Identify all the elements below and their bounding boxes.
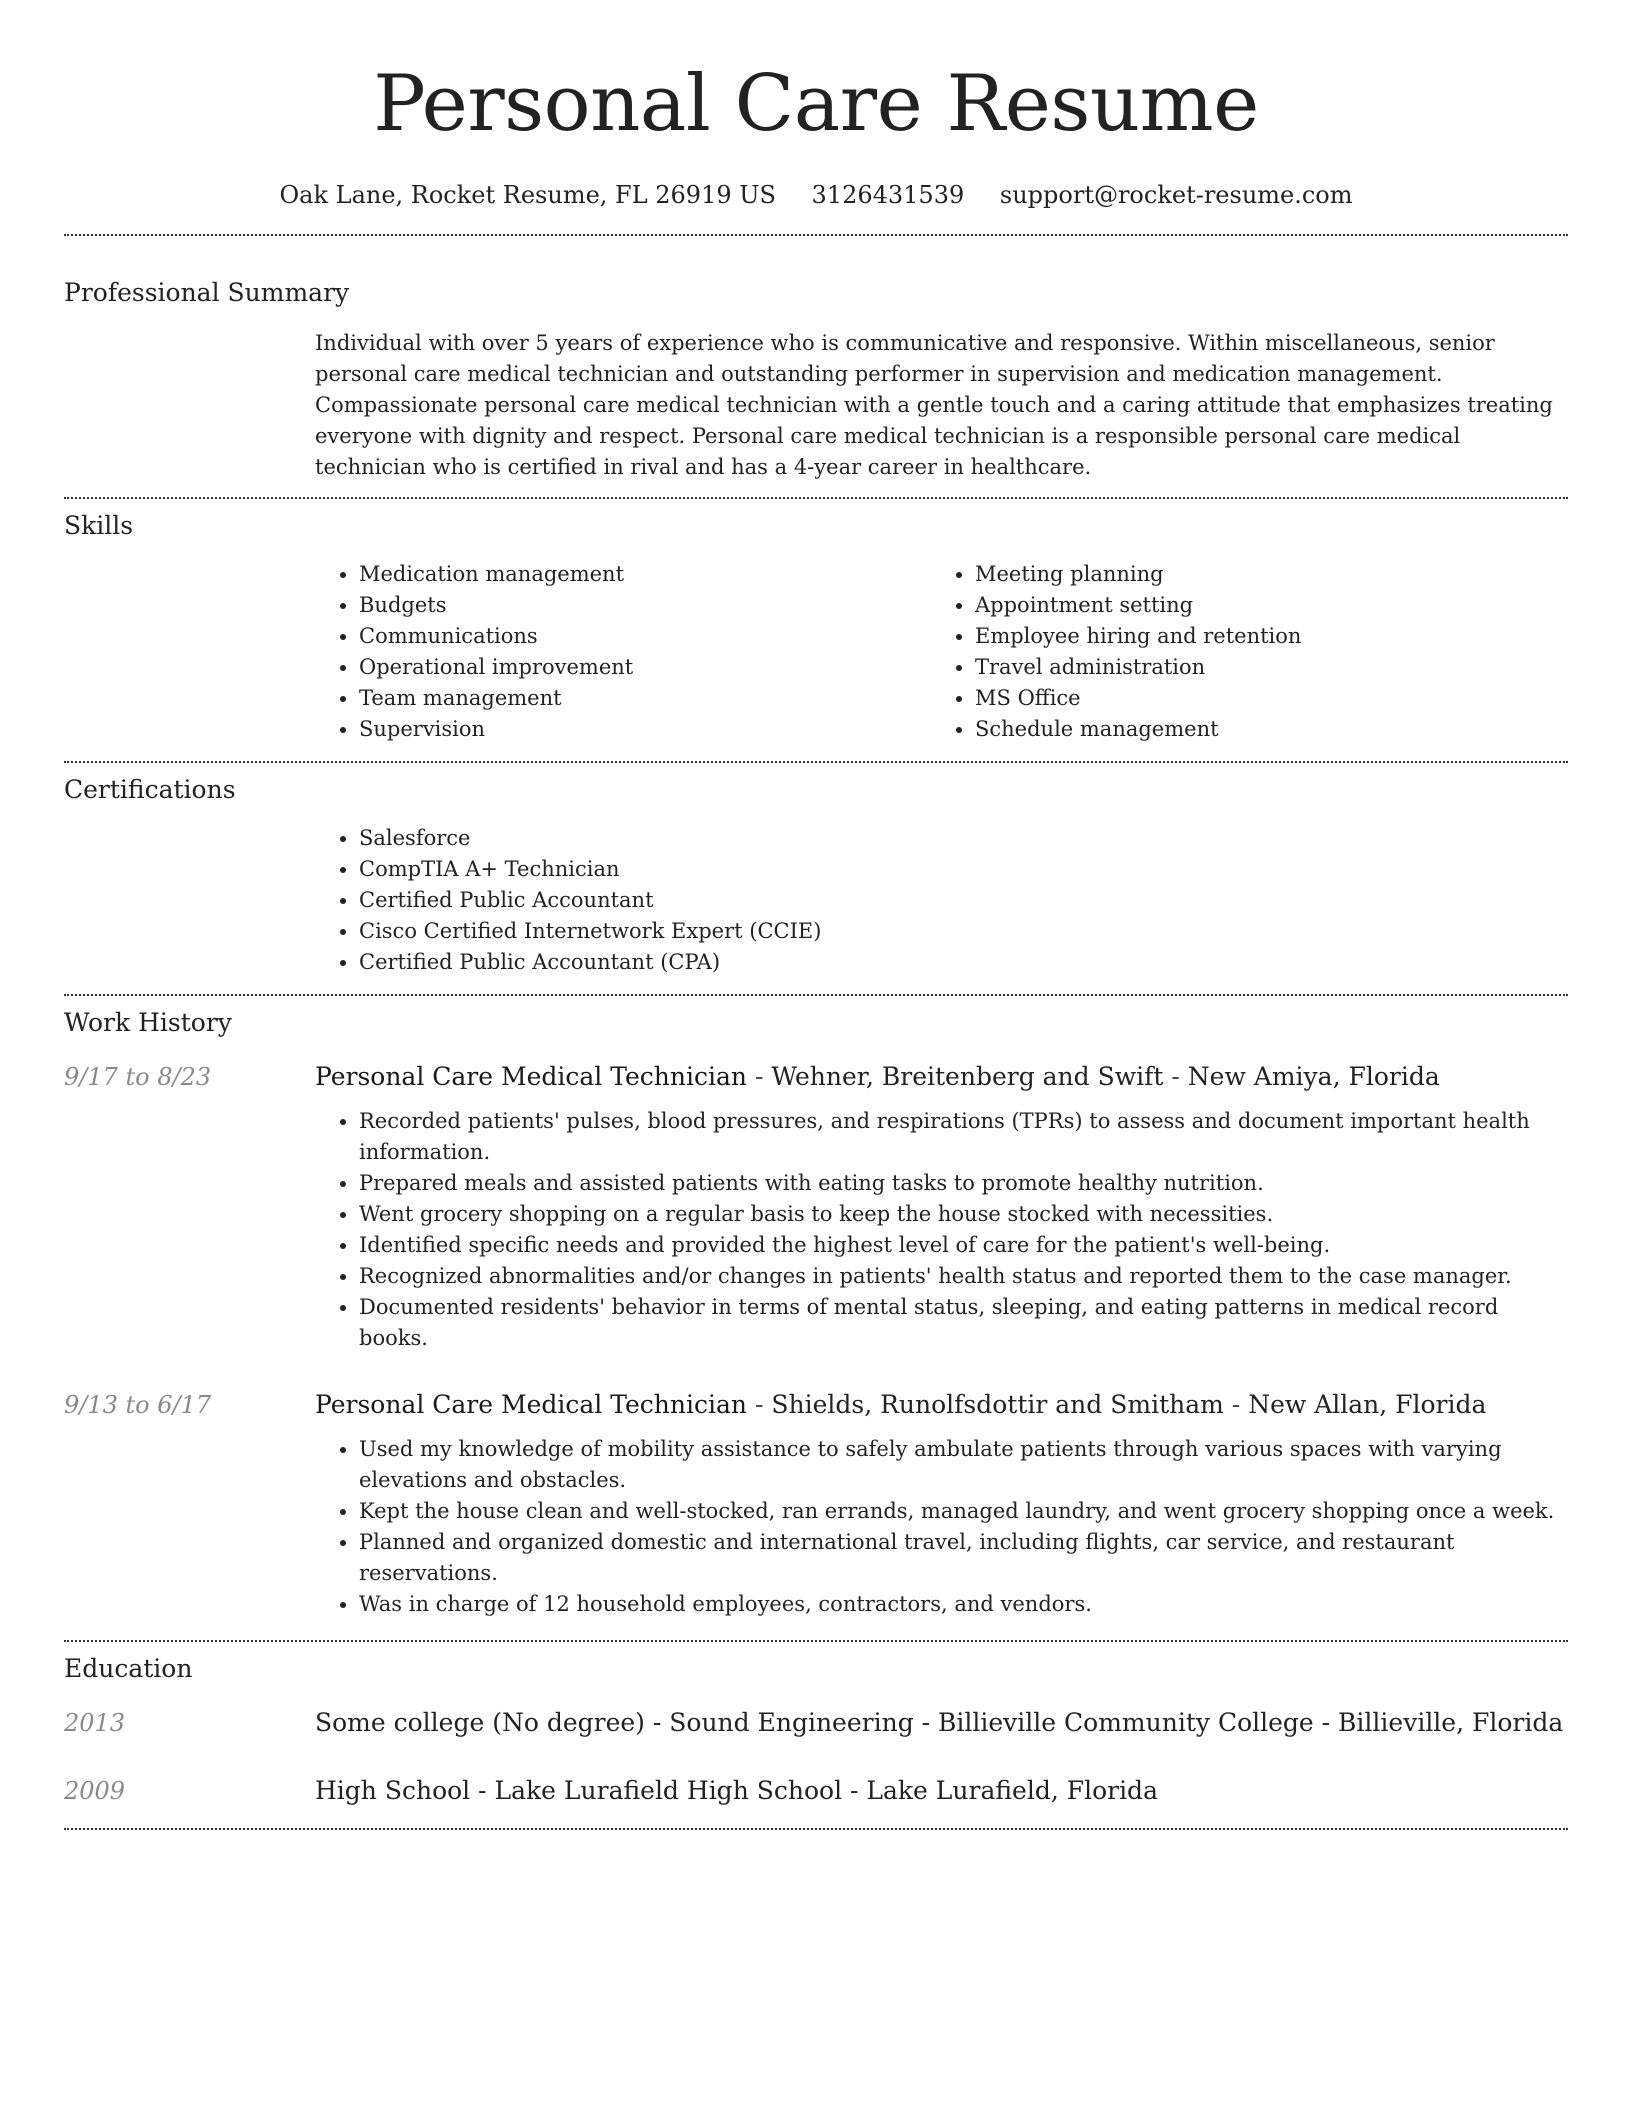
- list-item: • Travel administration: [975, 652, 1547, 683]
- job-heading: Personal Care Medical Technician - Shields, Runolfsdottir and Smitham - New Allan, Florida: [315, 1390, 1487, 1419]
- list-item: • Kept the house clean and well-stocked, ran errands, managed laundry, and went grocery shopping once a week.: [359, 1496, 1568, 1527]
- list-item: • Medication management: [359, 559, 931, 590]
- list-item: • Employee hiring and retention: [975, 621, 1547, 652]
- contact-line: [64, 178, 1568, 212]
- list-item: • Appointment setting: [975, 590, 1547, 621]
- education-entry: [64, 1774, 1568, 1808]
- section-heading-skills: Skills: [64, 511, 134, 540]
- job-bullets: [315, 1434, 1568, 1620]
- education-year: 2013: [64, 1709, 126, 1737]
- job-dates: 9/13 to 6/17: [64, 1391, 212, 1419]
- skills-section: [64, 509, 1568, 745]
- job-location: New Allan, Florida: [1248, 1390, 1487, 1419]
- section-heading-summary: Professional Summary: [64, 278, 350, 307]
- list-item: • Schedule management: [975, 714, 1547, 745]
- list-item: • Supervision: [359, 714, 931, 745]
- job-title: Personal Care Medical Technician: [315, 1390, 747, 1419]
- divider: [64, 497, 1568, 499]
- list-item: • Went grocery shopping on a regular basis to keep the house stocked with necessities.: [359, 1199, 1568, 1230]
- job-company: Shields, Runolfsdottir and Smitham: [771, 1390, 1224, 1419]
- education-entry: [64, 1706, 1568, 1740]
- list-item: • Documented residents' behavior in terms of mental status, sleeping, and eating patterns in medical record books.: [359, 1292, 1568, 1354]
- list-item: • Budgets: [359, 590, 931, 621]
- divider: [64, 1640, 1568, 1642]
- list-item: • Prepared meals and assisted patients with eating tasks to promote healthy nutrition.: [359, 1168, 1568, 1199]
- list-item: • Recorded patients' pulses, blood pressures, and respirations (TPRs) to assess and document important health information.: [359, 1106, 1568, 1168]
- list-item: • Communications: [359, 621, 931, 652]
- list-item: • MS Office: [975, 683, 1547, 714]
- contact-phone: 3126431539: [811, 181, 965, 209]
- summary-text: Individual with over 5 years of experience who is communicative and responsive. Within miscellaneous, senior personal care medical technician and outstanding performer in supervision and medication management. Compassionate personal care medical technician with a gentle touch and a caring attitude that emphasizes treating everyone with dignity and respect. Personal care medical technician is a responsible personal care medical technician who is certified in rival and has a 4-year career in healthcare.: [315, 331, 1553, 479]
- contact-email: support@rocket-resume.com: [999, 181, 1353, 209]
- list-item: • Recognized abnormalities and/or changes in patients' health status and reported them to the case manager.: [359, 1261, 1568, 1292]
- work-history-section: [64, 1006, 1568, 1620]
- certifications-section: [64, 773, 1568, 978]
- job-heading: Personal Care Medical Technician - Wehner, Breitenberg and Swift - New Amiya, Florida: [315, 1062, 1440, 1091]
- list-item: • Cisco Certified Internetwork Expert (CCIE): [359, 916, 1568, 947]
- job-entry: [64, 1388, 1568, 1620]
- education-year: 2009: [64, 1777, 126, 1805]
- skills-list-right: [931, 559, 1547, 745]
- section-heading-work-history: Work History: [64, 1008, 232, 1037]
- list-item: • Operational improvement: [359, 652, 931, 683]
- summary-section: [64, 276, 1568, 483]
- resume-page: [64, 0, 1568, 1830]
- list-item: • Salesforce: [359, 823, 1568, 854]
- certifications-list: [315, 823, 1568, 978]
- job-title: Personal Care Medical Technician: [315, 1062, 747, 1091]
- list-item: • Team management: [359, 683, 931, 714]
- list-item: • CompTIA A+ Technician: [359, 854, 1568, 885]
- education-section: [64, 1652, 1568, 1808]
- job-entry: [64, 1060, 1568, 1354]
- section-heading-education: Education: [64, 1654, 193, 1683]
- list-item: • Certified Public Accountant: [359, 885, 1568, 916]
- section-heading-certifications: Certifications: [64, 775, 236, 804]
- education-detail: Some college (No degree) - Sound Engineering - Billieville Community College - Billieville, Florida: [315, 1708, 1564, 1737]
- job-location: New Amiya, Florida: [1187, 1062, 1440, 1091]
- job-bullets: [315, 1106, 1568, 1354]
- list-item: • Used my knowledge of mobility assistance to safely ambulate patients through various spaces with varying elevations and obstacles.: [359, 1434, 1568, 1496]
- education-detail: High School - Lake Lurafield High School - Lake Lurafield, Florida: [315, 1776, 1158, 1805]
- skills-list-left: [315, 559, 931, 745]
- resume-title: Personal Care Resume: [373, 59, 1259, 149]
- list-item: • Was in charge of 12 household employees, contractors, and vendors.: [359, 1589, 1568, 1620]
- divider: [64, 761, 1568, 763]
- job-dates: 9/17 to 8/23: [64, 1063, 212, 1091]
- list-item: • Meeting planning: [975, 559, 1547, 590]
- divider: [64, 234, 1568, 236]
- list-item: • Certified Public Accountant (CPA): [359, 947, 1568, 978]
- job-company: Wehner, Breitenberg and Swift: [771, 1062, 1164, 1091]
- contact-address: Oak Lane, Rocket Resume, FL 26919 US: [279, 181, 776, 209]
- list-item: • Planned and organized domestic and international travel, including flights, car service, and restaurant reservations.: [359, 1527, 1568, 1589]
- divider: [64, 1828, 1568, 1830]
- divider: [64, 994, 1568, 996]
- list-item: • Identified specific needs and provided the highest level of care for the patient's well-being.: [359, 1230, 1568, 1261]
